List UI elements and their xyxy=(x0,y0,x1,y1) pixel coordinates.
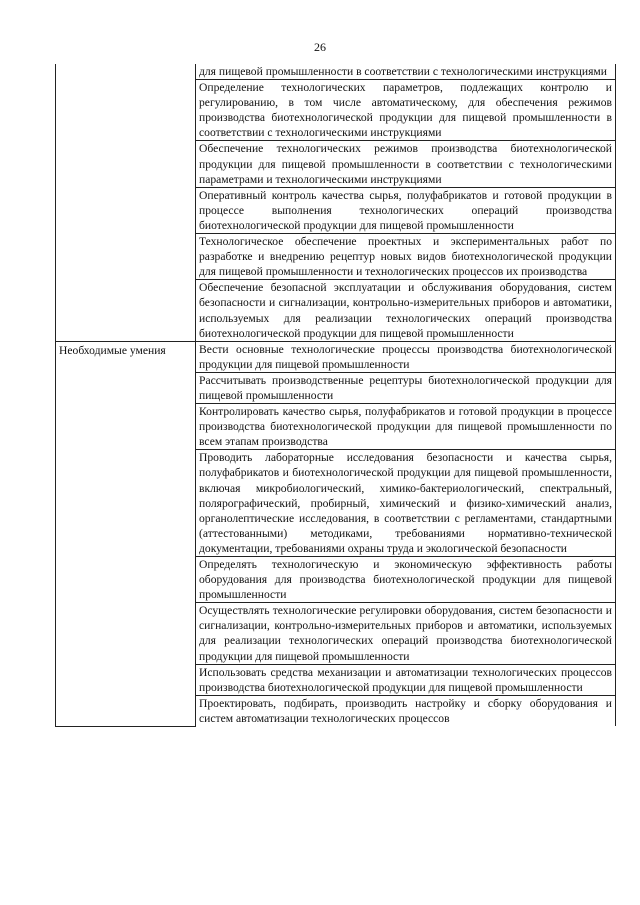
table-cell xyxy=(196,141,616,187)
table-cell xyxy=(196,372,616,403)
skills-label-cell xyxy=(56,341,196,726)
skill-text: Определять технологическую и экономическую эффективность работы оборудования для производства биотехнологической продукции для пищевой промышленности xyxy=(199,558,612,602)
table-cell xyxy=(196,450,616,557)
skill-text: Проводить лабораторные исследования безопасности и качества сырья, полуфабрикатов и биотехнологической продукции для пищевой промышленности, включая микробиологический, химико-бактериологический, спектральный, полярографический, пробирный, химический и физико-химический анализ, органолептические исследования, в соответствии с регламентами, стандартными (аттестованными) методиками, требованиями нормативно-технической документации, требованиями охраны труда и экологической безопасности xyxy=(199,451,612,555)
skill-text: Осуществлять технологические регулировки оборудования, систем безопасности и сигнализации, контрольно-измерительных приборов и автоматики, используемых для реализации технологических операций производства биотехнологической продукции для пищевой промышленности xyxy=(199,604,612,663)
table-row xyxy=(56,341,616,372)
labor-action-text: Оперативный контроль качества сырья, полуфабрикатов и готовой продукции в процессе выполнения технологических операций производства биотехнологической продукции для пищевой промышленности xyxy=(199,188,612,232)
labor-actions-label-cell xyxy=(56,64,196,341)
page-number: 26 xyxy=(314,40,326,54)
labor-action-text: для пищевой промышленности в соответствии с технологическими инструкциями xyxy=(199,65,607,78)
table-cell xyxy=(196,404,616,450)
table-cell xyxy=(196,664,616,695)
skills-label: Необходимые умения xyxy=(59,343,166,357)
job-function-table xyxy=(55,64,616,727)
labor-action-text: Обеспечение безопасной эксплуатации и обслуживания оборудования, систем безопасности и сигнализации, контрольно-измерительных приборов и автоматики, используемых для реализации технологических операций производства биотехнологической продукции для пищевой промышленности xyxy=(199,281,612,340)
skill-text: Вести основные технологические процессы производства биотехнологической продукции для пищевой промышленности xyxy=(199,342,612,371)
table-cell xyxy=(196,64,616,80)
skill-text: Рассчитывать производственные рецептуры биотехнологической продукции для пищевой промышленности xyxy=(199,373,612,402)
table-cell xyxy=(196,280,616,341)
labor-action-text: Обеспечение технологических режимов производства биотехнологической продукции для пищевой промышленности в соответствии с технологическими параметрами и технологическими инструкциями xyxy=(199,142,612,186)
table-cell xyxy=(196,80,616,141)
table-cell xyxy=(196,187,616,233)
labor-action-text: Технологическое обеспечение проектных и экспериментальных работ по разработке и внедрению рецептур новых видов биотехнологической продукции для пищевой промышленности и технологических процессов их производства xyxy=(199,235,612,279)
labor-action-text: Определение технологических параметров, подлежащих контролю и регулированию, в том числе автоматическому, для обеспечения режимов производства биотехнологической продукции для пищевой промышленности в соответствии с технологическими инструкциями xyxy=(199,81,612,140)
table-cell xyxy=(196,695,616,726)
table-row xyxy=(56,64,616,80)
skill-text: Использовать средства механизации и автоматизации технологических процессов производства биотехнологической продукции для пищевой промышленности xyxy=(199,665,612,694)
table-cell xyxy=(196,341,616,372)
table-cell xyxy=(196,603,616,664)
skill-text: Проектировать, подбирать, производить настройку и сборку оборудования и систем автоматизации технологических процессов xyxy=(199,696,612,725)
table-cell xyxy=(196,557,616,603)
skill-text: Контролировать качество сырья, полуфабрикатов и готовой продукции в процессе производства биотехнологической продукции для пищевой промышленности по всем этапам производства xyxy=(199,405,612,449)
table-cell xyxy=(196,234,616,280)
